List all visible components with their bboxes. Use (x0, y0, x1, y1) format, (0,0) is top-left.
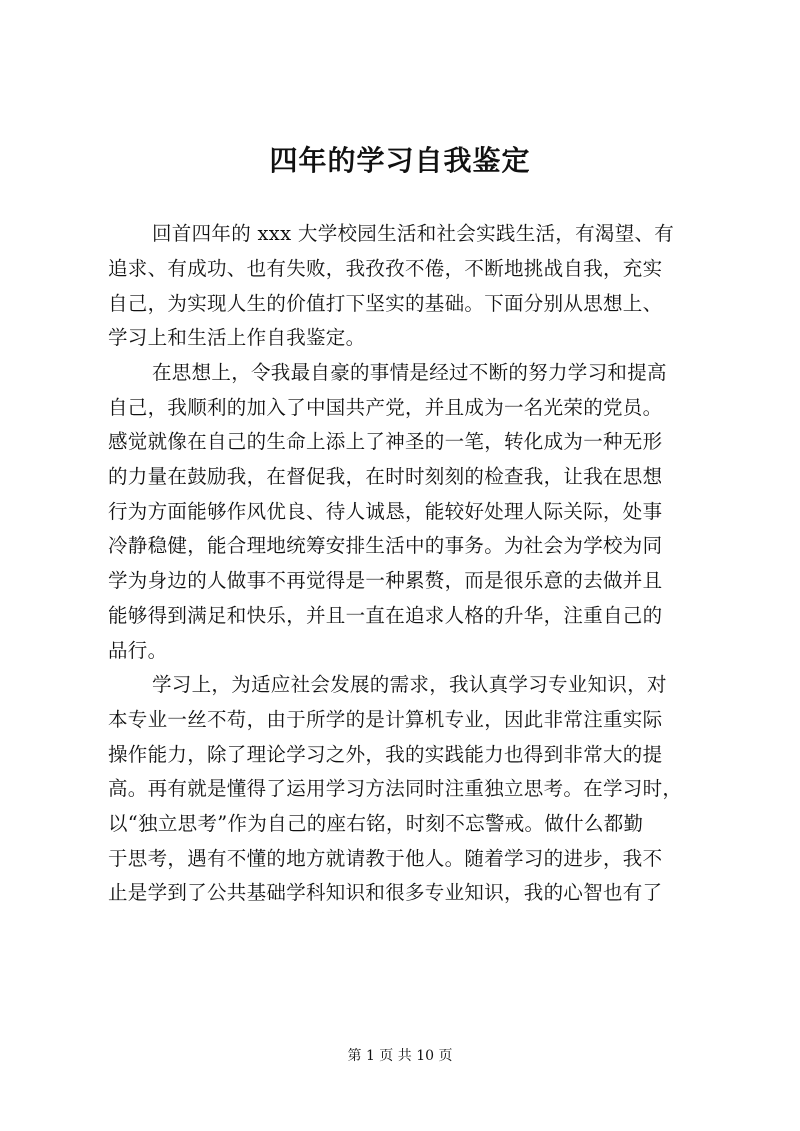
paragraph-line: 学习上，为适应社会发展的需求，我认真学习专业知识，对 (152, 673, 667, 696)
paragraph-line: 的力量在鼓励我，在督促我，在时时刻刻的检查我，让我在思想 (108, 465, 663, 488)
paragraph-line: 学习上和生活上作自我鉴定。 (108, 326, 366, 349)
paragraph-line: 高。再有就是懂得了运用学习方法同时注重独立思考。在学习时， (108, 777, 683, 800)
paragraph-line: 品行。 (108, 639, 168, 662)
paragraph-line: 止是学到了公共基础学科知识和很多专业知识，我的心智也有了 (108, 881, 663, 904)
paragraph-line: 以“独立思考”作为自己的座右铭，时刻不忘警戒。做什么都勤 (108, 812, 644, 835)
paragraph-line: 自己，我顺利的加入了中国共产党，并且成为一名光荣的党员。 (108, 396, 663, 419)
paragraph-line: 自己，为实现人生的价值打下坚实的基础。下面分别从思想上、 (108, 292, 663, 315)
paragraph-line: 追求、有成功、也有失败，我孜孜不倦，不断地挑战自我，充实 (108, 257, 663, 280)
paragraph-line: 冷静稳健，能合理地统筹安排生活中的事务。为社会为学校为同 (108, 534, 663, 557)
paragraph-line: 回首四年的 xxx 大学校园生活和社会实践生活，有渴望、有 (152, 222, 675, 245)
paragraph-line: 于思考，遇有不懂的地方就请教于他人。随着学习的进步，我不 (108, 847, 663, 870)
paragraph-line: 能够得到满足和快乐，并且一直在追求人格的升华，注重自己的 (108, 604, 663, 627)
paragraph-line: 在思想上，令我最自豪的事情是经过不断的努力学习和提高 (152, 361, 667, 384)
paragraph-line: 操作能力，除了理论学习之外，我的实践能力也得到非常大的提 (108, 743, 663, 766)
document-title: 四年的学习自我鉴定 (269, 144, 531, 177)
paragraph-line: 行为方面能够作风优良、待人诚恳，能较好处理人际关际，处事 (108, 500, 663, 523)
paragraph-line: 学为身边的人做事不再觉得是一种累赘，而是很乐意的去做并且 (108, 569, 663, 592)
page-footer: 第 1 页 共 10 页 (347, 1048, 453, 1064)
paragraph-line: 感觉就像在自己的生命上添上了神圣的一笔，转化成为一种无形 (108, 430, 663, 453)
paragraph-line: 本专业一丝不苟，由于所学的是计算机专业，因此非常注重实际 (108, 708, 663, 731)
